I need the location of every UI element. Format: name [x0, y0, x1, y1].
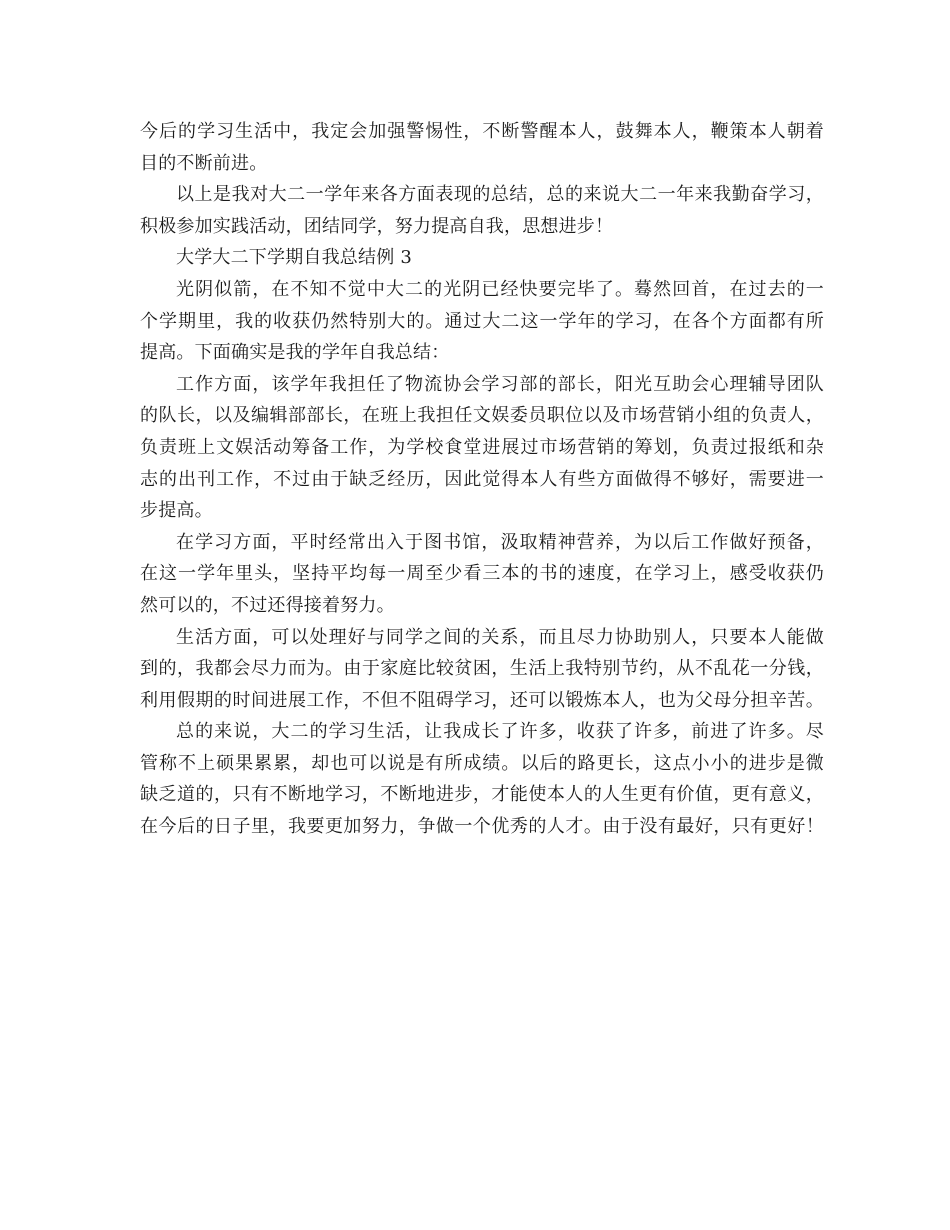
- text-line: 管称不上硕果累累，却也可以说是有所成绩。以后的路更长，这点小小的进步是微: [140, 752, 824, 774]
- text-line: 在今后的日子里，我要更加努力，争做一个优秀的人才。由于没有最好，只有更好！: [140, 816, 824, 838]
- text-line: 今后的学习生活中，我定会加强警惕性，不断警醒本人，鼓舞本人，鞭策本人朝着: [140, 121, 824, 142]
- text-line: 积极参加实践活动，团结同学，努力提高自我，思想进步！: [140, 215, 614, 237]
- text-line: 负责班上文娱活动筹备工作，为学校食堂进展过市场营销的筹划，负责过报纸和杂: [140, 436, 824, 458]
- text-line: 的队长，以及编辑部部长，在班上我担任文娱委员职位以及市场营销小组的负责人，: [140, 405, 824, 427]
- text-line: 步提高。: [140, 500, 213, 522]
- text-line: 在这一学年里头，坚持平均每一周至少看三本的书的速度，在学习上，感受收获仍: [140, 563, 824, 585]
- paragraph-start-line: 生活方面，可以处理好与同学之间的关系，而且尽力协助别人，只要本人能做: [176, 626, 824, 648]
- text-line: 志的出刊工作，不过由于缺乏经历，因此觉得本人有些方面做得不够好，需要进一: [140, 468, 824, 490]
- text-line: 缺乏道的，只有不断地学习，不断地进步，才能使本人的人生更有价值，更有意义，: [140, 784, 824, 806]
- paragraph-start-line: 总的来说，大二的学习生活，让我成长了许多，收获了许多，前进了许多。尽: [176, 721, 824, 743]
- text-line: 到的，我都会尽力而为。由于家庭比较贫困，生活上我特别节约，从不乱花一分钱，: [140, 658, 824, 680]
- text-line: 利用假期的时间进展工作，不但不阻碍学习，还可以锻炼本人，也为父母分担辛苦。: [140, 689, 824, 711]
- text-line: 目的不断前进。: [140, 152, 268, 174]
- section-heading: 大学大二下学期自我总结例 3: [176, 247, 412, 269]
- paragraph-start-line: 光阴似箭，在不知不觉中大二的光阴已经快要完毕了。蓦然回首，在过去的一: [176, 278, 824, 300]
- paragraph-start-line: 工作方面，该学年我担任了物流协会学习部的部长，阳光互助会心理辅导团队: [176, 373, 824, 395]
- text-line: 个学期里，我的收获仍然特别大的。通过大二这一学年的学习，在各个方面都有所: [140, 310, 824, 332]
- paragraph-start-line: 以上是我对大二一学年来各方面表现的总结，总的来说大二一年来我勤奋学习，: [176, 184, 824, 206]
- text-line: 提高。下面确实是我的学年自我总结：: [140, 342, 450, 364]
- paragraph-start-line: 在学习方面，平时经常出入于图书馆，汲取精神营养，为以后工作做好预备，: [176, 531, 824, 553]
- document-body: [140, 116, 824, 843]
- text-line: 然可以的，不过还得接着努力。: [140, 594, 395, 616]
